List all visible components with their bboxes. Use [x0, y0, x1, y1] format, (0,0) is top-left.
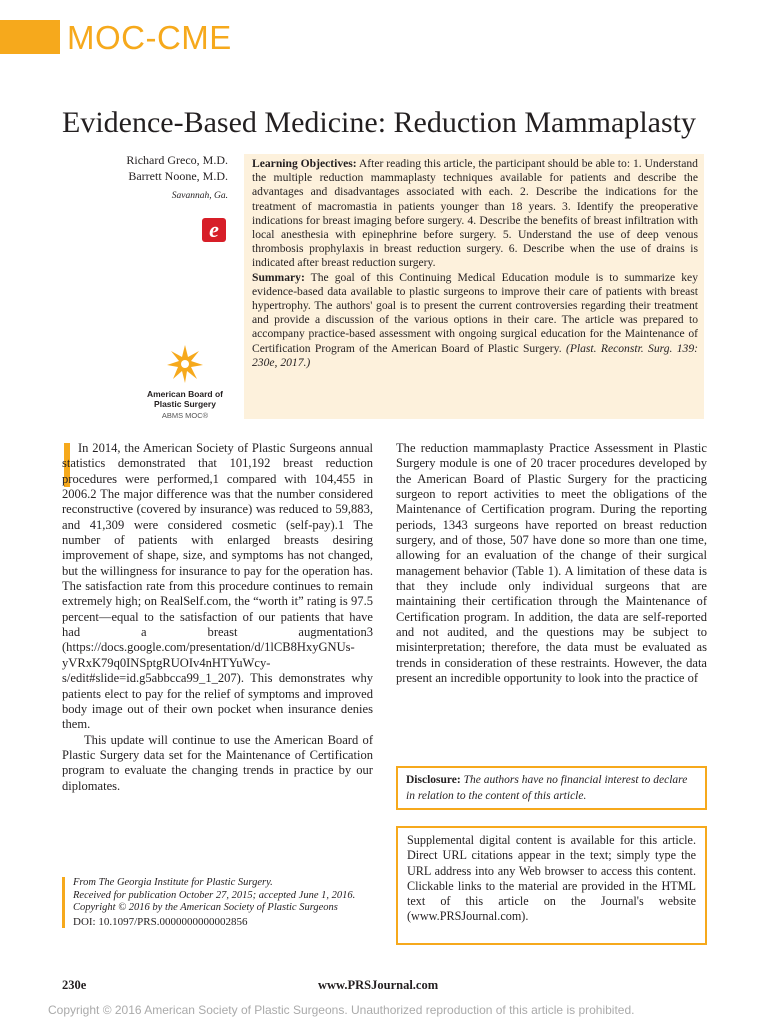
doi[interactable]: DOI: 10.1097/PRS.0000000000002856 — [73, 915, 248, 928]
supplement-text: Supplemental digital content is available for this article. Direct URL citations appear in the text; simply type the URL address into any Web browser to access this content. Clickable links to the material are provided in the HTML text of this article on the Journal's website (www.PRSJournal.com). — [407, 833, 696, 924]
lo-text: After reading this article, the participant should be able to: 1. Understand the multiple reduction mammaplasty techniques available for patients and describe the advantages and disadvantages associated with each. 2. Describe the indications for the treatment of macromastia in patients younger than 18 years. 3. Identify the preoperative indications for breast imaging before surgery. 4. Describe the benefits of breast infiltration with local anesthesia with epinephrine before surgery. 5. Understand the use of deep venous thrombosis prophylaxis in breast reduction surgery. 6. Describe when the use of drains is indicated after breast reduction surgery. — [252, 157, 698, 270]
author-name: Richard Greco, M.D. — [126, 153, 228, 167]
disclosure-label: Disclosure: — [406, 774, 461, 786]
copyright-line: Copyright © 2016 by the American Society of Plastic Surgeons — [73, 902, 338, 913]
supplemental-content-box — [396, 826, 707, 945]
disclosure-text: The authors have no financial interest to declare in relation to the content of this article. — [406, 774, 688, 802]
author-name: Barrett Noone, M.D. — [128, 169, 228, 183]
abps-logo — [140, 343, 230, 420]
abps-line: American Board of — [146, 389, 224, 399]
learning-objectives — [252, 157, 698, 271]
body-paragraph: In 2014, the American Society of Plastic Surgeons annual statistics demonstrated that 101,192 breast reduction procedures were performed,1 compared with 104,455 in 2006.2 The major difference was that the number considered reconstructive (covered by insurance) was reduced to 59,883, and 41,309 were considered cosmetic (self-pay).1 The number of patients with enlarged breasts desiring improvement of shape, size, and symptoms has not changed, but the willingness for insurance to pay for the operation has. The satisfaction rate from this procedure continues to remain extremely high; on RealSelf.com, the “worth it” rating is 97.5 percent—equal to the satisfaction of our patients that have had a breast augmentation3 (https://docs.google.com/presentation/d/1lCB8HxyGNUs-yVRxK79q0INSptgRUOIv4nHTYuWcy-s/edit#slide=id.g5abbcca99_1_207). This demonstrates why patients elect to pay for the relief of symptoms and improved body image out of their own pocket when insurance denies them. — [62, 441, 373, 732]
affiliation: From The Georgia Institute for Plastic Surgery. — [73, 877, 273, 888]
disclosure-box — [396, 766, 707, 810]
summary — [252, 271, 698, 370]
abps-star-icon — [165, 343, 205, 385]
citation: (Plast. Reconstr. Surg. 139: 230e, 2017.) — [252, 341, 698, 369]
article-footnote — [62, 877, 373, 928]
author-list — [62, 152, 228, 184]
body-paragraph: This update will continue to use the American Board of Plastic Surgery data set for the Maintenance of Certification program to evaluate the changing trends in practice by our diplomates. — [62, 732, 373, 793]
journal-url[interactable]: www.PRSJournal.com — [318, 978, 439, 992]
body-column-right — [396, 441, 707, 687]
body-paragraph: The reduction mammaplasty Practice Assessment in Plastic Surgery module is one of 20 tracer procedures developed by the American Board of Plastic Surgery for the practicing surgeon to report activities to meet the obligations of the Maintenance of Certification program. During the reporting periods, 1343 surgeons have reported on breast reduction surgery, and of those, 507 have done so more than one time, allowing for an evaluation of the change of their surgical management behavior (Table 1). A limitation of these data is that they include only individual surgeons that are maintaining their certification through the Maintenance of Certification program. In addition, the data are self-reported and not audited, and the questions may be subject to misinterpretation; therefore, the data must be evaluated as trends in consideration of these restraints. However, the data present an incredible opportunity to look into the practice of — [396, 441, 707, 686]
lo-label: Learning Objectives: — [252, 157, 357, 170]
summary-text: The goal of this Continuing Medical Education module is to summarize key evidence-based data available to plastic surgeons to improve their care of patients with breast hypertrophy. The authors' goal is to present the current controversies regarding their treatment and provide a discussion of the various options in their care. The article was prepared to accompany practice-based assessment with ongoing surgical education for the Maintenance of Certification Program of the American Board of Plastic Surgery. — [252, 270, 698, 355]
copyright-notice: Copyright © 2016 American Society of Plastic Surgeons. Unauthorized reproduction of this article is prohibited. — [48, 1003, 635, 1017]
abps-line: Plastic Surgery — [154, 399, 216, 409]
learning-objectives-box — [244, 154, 704, 419]
header-accent-bar — [0, 20, 60, 54]
summary-label: Summary: — [252, 270, 305, 284]
e-content-icon[interactable]: e — [202, 218, 226, 242]
author-location: Savannah, Ga. — [171, 191, 228, 201]
body-column-left — [62, 441, 373, 794]
abps-moc: ABMS MOC® — [161, 411, 209, 420]
section-title: MOC-CME — [67, 19, 232, 56]
article-title: Evidence-Based Medicine: Reduction Mammaplasty — [62, 106, 696, 139]
page-number: 230e — [62, 978, 87, 992]
publication-dates: Received for publication October 27, 2015; accepted June 1, 2016. — [73, 889, 356, 901]
